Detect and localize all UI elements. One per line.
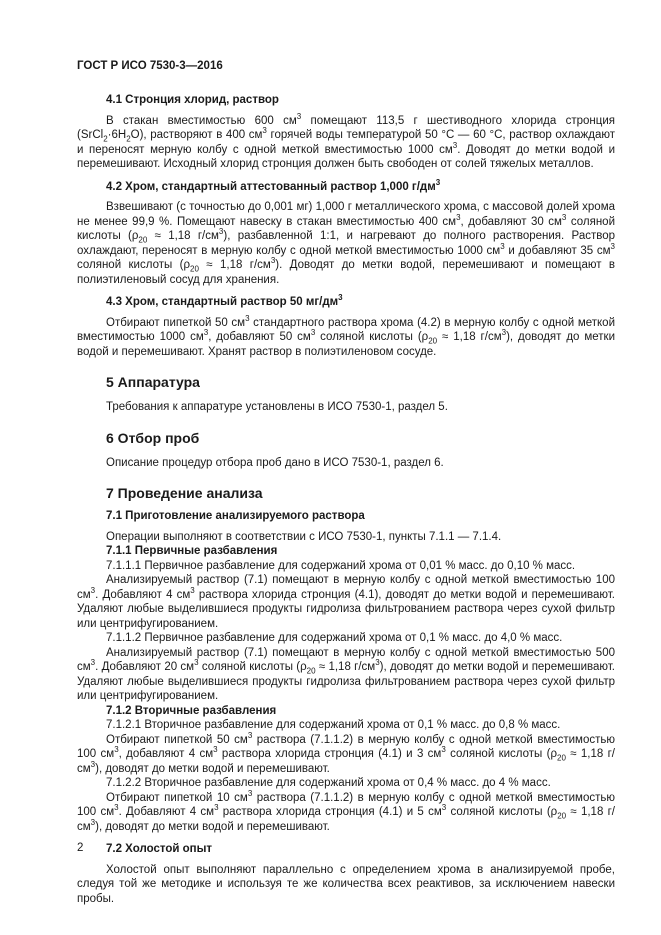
- section-7-1-2-2-title: 7.1.2.2 Вторичное разбавление для содержаний хрома от 0,4 % масс. до 4 % масс.: [106, 777, 551, 789]
- section-7-1-1-1-text: Анализируемый раствор (7.1) помещают в мерную колбу с одной меткой вместимостью 100 $см^3$. Добавляют 4 $см^3$ раствора хлорида стронция (4.1), доводят до метки водой и перемешивают. Удаляют любые выделившиеся продукты гидролиза фильтрованием раствора через сухой фильтр или центрифугированием.: [77, 574, 615, 630]
- section-7-1-title: 7.1 Приготовление анализируемого раствора: [106, 510, 365, 522]
- section-7-1-2-2-text: Отбирают пипеткой 10 $см^3$ раствора (7.1.1.2) в мерную колбу с одной меткой вместимостью 100 $см^3$. Добавляют 4 $см^3$ раствора хлорида стронция (4.1) и 5 $см^3$ соляной кислоты ($\rho_{20} \approx 1,18$ $г/см^3$), доводят до метки водой и перемешивают.: [77, 788, 615, 833]
- running-header: ГОСТ Р ИСО 7530-3—2016: [77, 60, 223, 72]
- section-7-title: 7 Проведение анализа: [106, 485, 263, 501]
- section-4-2-title: 4.2 Хром, стандартный аттестованный раствор 1,000 $г/дм^3$: [106, 177, 441, 193]
- section-7-1-2-1-title: 7.1.2.1 Вторичное разбавление для содержаний хрома от 0,1 % масс. до 0,8 % масс.: [106, 719, 561, 731]
- section-7-1-text: Операции выполняют в соответствии с ИСО 7530-1, пункты 7.1.1 — 7.1.4.: [106, 530, 502, 543]
- section-4-1-text: В стакан вместимостью 600 $см^3$ помещают 113,5 г шестиводного хлорида стронция $(SrCl_2\cdot 6H_2O)$, растворяют в 400 $см^3$ горячей воды температурой 50 °С — 60 °С, раствор охлаждают и переносят мерную колбу с одной меткой вместимостью 1000 $см^3$. Доводят до метки водой и перемешивают. Исходный хлорид стронция должен быть свободен от солей тяжелых металлов.: [77, 111, 615, 170]
- document-body: [77, 90, 615, 906]
- section-7-1-2-1-text: Отбирают пипеткой 50 $см^3$ раствора (7.1.1.2) в мерную колбу с одной меткой вместимостью 100 $см^3$, добавляют 4 $см^3$ раствора хлорида стронция (4.1) и 3 $см^3$ соляной кислоты ($\rho_{20} \approx 1,18$ $г/см^3$), доводят до метки водой и перемешивают.: [77, 730, 615, 775]
- section-4-2-text: Взвешивают (с точностью до 0,001 мг) 1,000 г металлического хрома, с массовой долей хрома не менее 99,9 %. Помещают навеску в стакан вместимостью 400 $см^3$, добавляют 30 $см^3$ соляной кислоты ($\rho_{20} \approx 1,18$ $г/см^3$), разбавленной 1:1, и нагревают до полного растворения. Раствор охлаждают, переносят в мерную колбу с одной меткой вместимостью 1000 $см^3$ и добавляют 35 $см^3$ соляной кислоты ($\rho_{20} \approx 1,18$ $г/см^3$). Доводят до метки водой, перемешивают и помещают в полиэтиленовый сосуд для хранения.: [77, 201, 615, 286]
- section-4-1-title: 4.1 Стронция хлорид, раствор: [106, 94, 279, 106]
- page-number: 2: [77, 842, 84, 854]
- section-7-1-1-1-title: 7.1.1.1 Первичное разбавление для содержаний хрома от 0,01 % масс. до 0,10 % масс.: [106, 559, 576, 572]
- section-7-1-1-2-text: Анализируемый раствор (7.1) помещают в мерную колбу с одной меткой вместимостью 500 $см^3$. Добавляют 20 $см^3$ соляной кислоты ($\rho_{20} \approx 1,18$ $г/см^3$), доводят до метки водой и перемешивают. Удаляют любые выделившиеся продукты гидролиза фильтрованием раствора через сухой фильтр или центрифугированием.: [77, 646, 615, 702]
- section-4-3-title: 4.3 Хром, стандартный раствор 50 $мг/дм^3$: [106, 293, 343, 308]
- section-7-1-1-2-title: 7.1.1.2 Первичное разбавление для содержаний хрома от 0,1 % масс. до 4,0 % масс.: [106, 632, 563, 644]
- section-4-3-text: Отбирают пипеткой 50 $см^3$ стандартного раствора хрома (4.2) в мерную колбу с одной меткой вместимостью 1000 $см^3$, добавляют 50 $см^3$ соляной кислоты ($\rho_{20} \approx 1,18$ $г/см^3$), доводят до метки водой и перемешивают. Хранят раствор в полиэтиленовом сосуде.: [77, 313, 616, 358]
- section-6-text: Описание процедур отбора проб дано в ИСО 7530-1, раздел 6.: [106, 456, 444, 469]
- section-5-title: 5 Аппаратура: [106, 374, 200, 390]
- section-5-text: Требования к аппаратуре установлены в ИСО 7530-1, раздел 5.: [106, 401, 448, 413]
- section-7-2-text: Холостой опыт выполняют параллельно с определением хрома в анализируемой пробе, следуя той же методике и используя те же количества всех реактивов, за исключением навески пробы.: [77, 863, 615, 905]
- section-6-title: 6 Отбор проб: [106, 429, 200, 446]
- section-7-2-title: 7.2 Холостой опыт: [106, 843, 213, 855]
- section-7-1-1-title: 7.1.1 Первичные разбавления: [106, 545, 278, 557]
- section-7-1-2-title: 7.1.2 Вторичные разбавления: [106, 704, 277, 717]
